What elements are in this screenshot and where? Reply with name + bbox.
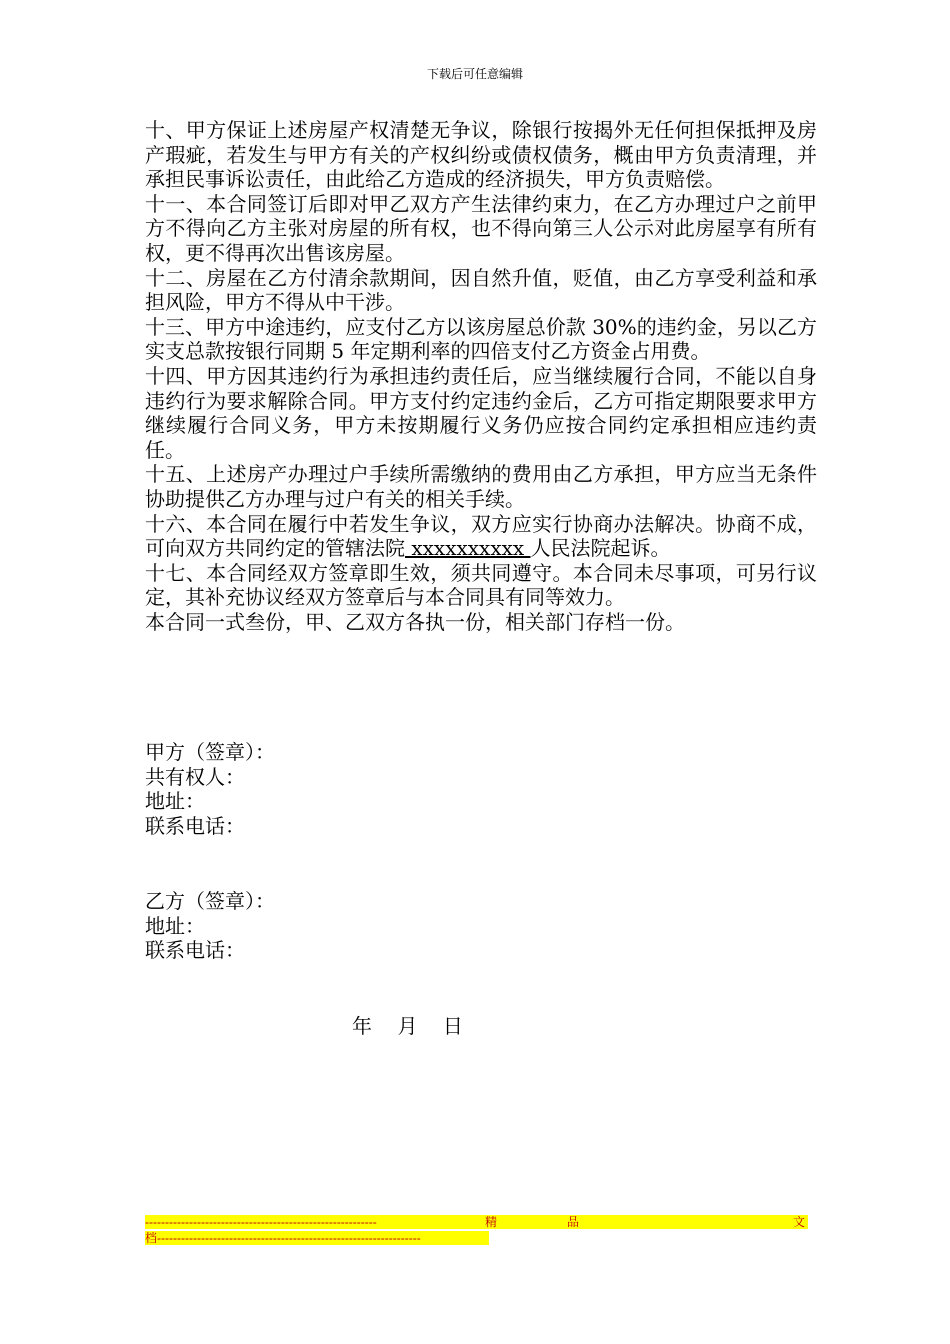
clause-13: 十三、甲方中途违约，应支付乙方以该房屋总价款 30%的违约金，另以乙方实支总款按银行同期 5 年定期利率的四倍支付乙方资金占用费。 [145, 314, 817, 364]
page-header: 下载后可任意编辑 [426, 67, 523, 81]
copies-statement: 本合同一式叁份，甲、乙双方各执一份，相关部门存档一份。 [145, 609, 685, 634]
party-b-address: 地址： [145, 913, 205, 938]
date-month: 月 [397, 1014, 418, 1038]
party-a-phone: 联系电话： [145, 813, 245, 838]
party-a-block [145, 740, 275, 838]
party-a-address: 地址： [145, 789, 205, 814]
clause-16-text: 十六、本合同在履行中若发生争议，双方应实行协商办法解决。协商不成，可向双方共同约定的管辖法院 [145, 511, 817, 561]
party-b-block [145, 889, 275, 963]
date-day: 日 [442, 1014, 463, 1038]
party-a-sign: 甲方（签章）： [145, 740, 275, 764]
party-b-sign: 乙方（签章）： [145, 889, 275, 913]
footer-char-3: 文 [793, 1215, 806, 1229]
contract-body [145, 118, 817, 634]
clause-10: 十、甲方保证上述房屋产权清楚无争议，除银行按揭外无任何担保抵押及房产瑕疵，若发生与甲方有关的产权纠纷或债权债务，概由甲方负责清理，并承担民事诉讼责任，由此给乙方造成的经济损失，甲方负责赔偿。 [145, 118, 817, 192]
party-b-phone: 联系电话： [145, 938, 245, 963]
clause-16 [145, 512, 817, 561]
footer-watermark-line-1 [145, 1215, 808, 1229]
party-a-co-owner: 共有权人： [145, 764, 245, 789]
clause-11: 十一、本合同签订后即对甲乙双方产生法律约束力，在乙方办理过户之前甲方不得向乙方主张对房屋的所有权，也不得向第三人公示对此房屋享有所有权，更不得再次出售该房屋。 [145, 191, 817, 265]
footer-char-2: 品 [567, 1215, 580, 1229]
footer-dashes-right: ------------------------------------------------------------------ [157, 1231, 421, 1245]
clause-17: 十七、本合同经双方签章即生效，须共同遵守。本合同未尽事项，可另行议定，其补充协议经双方签章后与本合同具有同等效力。 [145, 560, 817, 610]
clause-15: 十五、上述房产办理过户手续所需缴纳的费用由乙方承担，甲方应当无条件协助提供乙方办理与过户有关的相关手续。 [145, 462, 817, 511]
footer-watermark-line-2 [145, 1231, 489, 1245]
footer-char-4: 档 [145, 1231, 158, 1245]
footer-char-1: 精 [485, 1215, 498, 1229]
clause-16-tail: 人民法院起诉。 [530, 536, 671, 561]
footer-dashes-left: ---------------------------------------------------------- [145, 1215, 377, 1229]
date-year: 年 [352, 1014, 372, 1038]
clause-14: 十四、甲方因其违约行为承担违约责任后，应当继续履行合同，不能以自身违约行为要求解除合同。甲方支付约定违约金后，乙方可指定期限要求甲方继续履行合同义务，甲方未按期履行义务仍应按合同约定承担相应违约责任。 [145, 363, 817, 462]
court-name-blank: xxxxxxxxxx [405, 536, 531, 561]
clause-12: 十二、房屋在乙方付清余款期间，因自然升值，贬值，由乙方享受利益和承担风险，甲方不得从中干涉。 [145, 265, 817, 315]
date-line [352, 1014, 463, 1038]
